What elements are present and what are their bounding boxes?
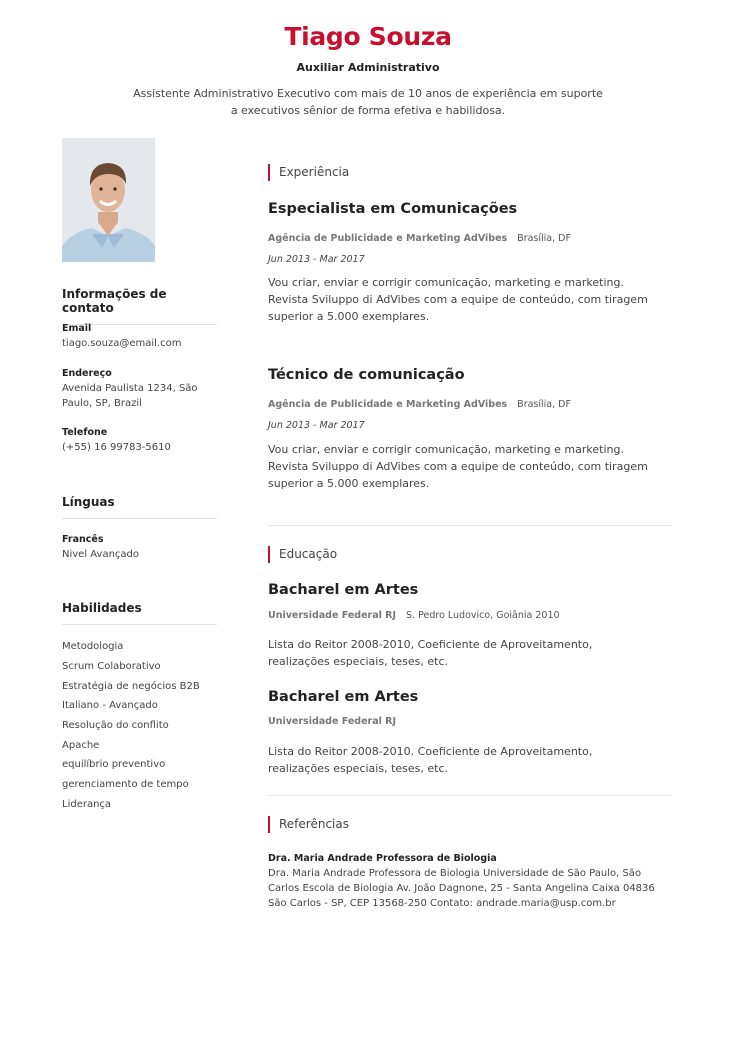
skill-item: Metodologia	[62, 641, 124, 652]
section-divider	[268, 795, 672, 796]
job-dates: Jun 2013 - Mar 2017	[268, 420, 365, 431]
job-location: Brasília, DF	[517, 233, 571, 244]
job-meta	[268, 399, 571, 410]
degree-school: Universidade Federal RJ	[268, 716, 397, 727]
references-heading: Referências	[268, 816, 349, 833]
candidate-name: Tiago Souza	[284, 22, 452, 51]
job-title: Técnico de comunicação	[268, 367, 465, 383]
address-value: Avenida Paulista 1234, São Paulo, SP, Brazil	[62, 383, 198, 409]
job-meta	[268, 233, 571, 244]
skill-item: Apache	[62, 740, 100, 751]
email-value: tiago.souza@email.com	[62, 338, 182, 349]
profile-summary: Assistente Administrativo Executivo com mais de 10 anos de experiência em suporte a executivos sênior de forma efetiva e habilidosa.	[133, 87, 603, 117]
job-dates: Jun 2013 - Mar 2017	[268, 254, 365, 265]
person-portrait-icon	[62, 138, 155, 262]
degree-title: Bacharel em Artes	[268, 582, 419, 598]
address-label: Endereço	[62, 368, 112, 379]
skill-item: Italiano - Avançado	[62, 700, 158, 711]
job-description: Vou criar, enviar e corrigir comunicação, marketing e marketing. Revista Sviluppo di AdVibes com a equipe de conteúdo, com tiragem superior a 5.000 exemplares.	[268, 276, 648, 323]
degree-title: Bacharel em Artes	[268, 689, 419, 705]
job-org: Agência de Publicidade e Marketing AdVibes	[268, 399, 508, 410]
skill-item: Scrum Colaborativo	[62, 661, 161, 672]
degree-location: S. Pedro Ludovico, Goiânia 2010	[406, 610, 560, 621]
job-org: Agência de Publicidade e Marketing AdVibes	[268, 233, 508, 244]
skill-item: equilíbrio preventivo	[62, 759, 166, 770]
degree-meta	[268, 716, 406, 727]
skills-heading: Habilidades	[62, 601, 217, 625]
language-level: Nivel Avançado	[62, 549, 140, 560]
profile-photo	[62, 138, 155, 262]
skill-item: Resolução do conflito	[62, 720, 169, 731]
job-location: Brasília, DF	[517, 399, 571, 410]
experience-heading: Experiência	[268, 164, 349, 181]
skill-item: gerenciamento de tempo	[62, 779, 189, 790]
degree-description: Lista do Reitor 2008-2010. Coeficiente de Aproveitamento, realizações especiais, teses, etc.	[268, 745, 593, 775]
skill-item: Estratégia de negócios B2B	[62, 681, 200, 692]
skill-item: Liderança	[62, 799, 112, 810]
job-title: Especialista em Comunicações	[268, 201, 518, 217]
reference-name: Dra. Maria Andrade Professora de Biologia	[268, 853, 497, 864]
degree-meta	[268, 610, 560, 621]
languages-heading: Línguas	[62, 495, 217, 519]
education-heading: Educação	[268, 546, 337, 563]
email-label: Email	[62, 323, 92, 334]
contact-heading: Informações de contato	[62, 287, 217, 325]
section-divider	[268, 525, 672, 526]
degree-school: Universidade Federal RJ	[268, 610, 397, 621]
degree-description: Lista do Reitor 2008-2010, Coeficiente de Aproveitamento, realizações especiais, teses, etc.	[268, 638, 593, 668]
language-name: Francês	[62, 534, 104, 545]
candidate-role: Auxiliar Administrativo	[296, 61, 440, 74]
phone-label: Telefone	[62, 427, 108, 438]
reference-details: Dra. Maria Andrade Professora de Biologia Universidade de São Paulo, São Carlos Escola de Biologia Av. João Dagnone, 25 - Santa Angelina Caixa 04836 São Carlos - SP, CEP 13568-250 Contato: andrade.maria@usp.com.br	[268, 868, 655, 909]
phone-value: (+55) 16 99783-5610	[62, 442, 171, 453]
job-description: Vou criar, enviar e corrigir comunicação, marketing e marketing. Revista Sviluppo di AdVibes com a equipe de conteúdo, com tiragem superior a 5.000 exemplares.	[268, 443, 648, 490]
